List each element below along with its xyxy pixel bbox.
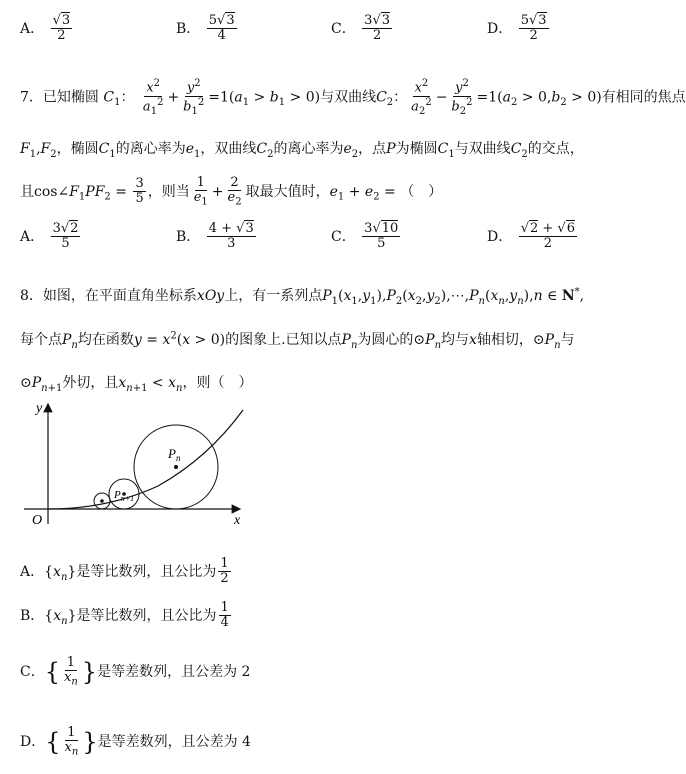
q8-line-3: $⊙P_{n+1}$外切，且$x_{n+1} < x_n$，则（ ） [20, 375, 253, 394]
q8-option-b-label: B． [20, 607, 45, 624]
fraction: $\frac{y^2}{b_1^2}$ [183, 78, 205, 117]
q8-stem-text: 与 [560, 332, 575, 348]
q8-option-b-text: 是等比数列，且公比为 [76, 607, 217, 624]
q7-stem-text: 为椭圆 [395, 141, 438, 157]
q7-stem-text: ，点 [358, 141, 387, 157]
q7-option-a-label: A． [20, 228, 45, 245]
q8-stem-text: 上，有一系列点 [224, 288, 323, 304]
q7-line-2: $F_1,F_2$，椭圆$C_1$的离心率为$e_1$，双曲线$C_2$的离心率为$e_2$，点P为椭圆$C_1$与双曲线$C_2$的交点， [20, 141, 584, 160]
fraction: $\frac{1}{e_1}$ [193, 175, 208, 208]
q8-option-d-text: 是等差数列，且公差为 4 [97, 733, 251, 750]
q8-option-d: D．{ $\frac{1}{x_n}$ }是等差数列，且公差为 4 [20, 725, 251, 758]
q8-stem-text: 每个点 [20, 332, 62, 348]
q8-option-b: B．$\{x_n\}$是等比数列，且公比为 $\frac{1}{4}$ [20, 600, 229, 631]
fraction: $\frac{1}{x_n}$ [64, 655, 78, 688]
fraction: $\frac{√2 + √6}{2}$ [520, 221, 575, 252]
q7-option-c-label: C． [331, 228, 356, 245]
y-axis-label: y [36, 401, 43, 416]
fraction: $\frac{x^2}{a_1^2}$ [142, 78, 164, 117]
q8-figure [18, 398, 258, 530]
fraction: $\frac{3}{5}$ [135, 176, 144, 207]
q8-stem-text: 均与 [441, 332, 470, 348]
q7-line-1: 7．已知椭圆 $C_1$： $\frac{x^2}{a_1^2}$ + $\frac{y^2}{b_1^2}$ $=1(a_1 > b_1 > 0)$与双曲线$C_2$： $\frac{x^2}{a_2^2}$ − $\frac{y^2}{b_2^2}$ $=1(a_2 > 0,b_2 > 0)$有相同的焦点 [20, 78, 686, 117]
q7-stem-text: 与双曲线 [320, 89, 377, 106]
fraction: $\frac{√3}{2}$ [52, 13, 71, 44]
x-axis-label: x [234, 513, 241, 528]
q8-option-c-text: 是等差数列，且公差为 2 [97, 663, 251, 680]
q7-stem-text: 7．已知椭圆 [20, 89, 99, 106]
fraction: $\frac{1}{4}$ [220, 600, 229, 631]
q6-option-a-label: A． [20, 20, 45, 37]
fraction: $\frac{x^2}{a_2^2}$ [411, 78, 432, 117]
fraction: $\frac{4 + √3}{3}$ [208, 221, 254, 252]
parabola-curve [48, 410, 243, 509]
q7-stem-text: （ ） [400, 183, 443, 200]
q7-option-a [20, 222, 82, 252]
fraction: $\frac{1}{x_n}$ [64, 725, 79, 758]
q8-stem-text: 为圆心的⊙ [357, 332, 426, 348]
fraction: $\frac{3√10}{5}$ [364, 221, 399, 252]
q6-option-d [487, 14, 551, 44]
fraction: $\frac{3√2}{5}$ [52, 221, 79, 252]
q8-stem-text: 轴相切，⊙ [476, 332, 545, 348]
q7-stem-text: 取最大值时， [245, 183, 330, 200]
point-pn [174, 465, 178, 469]
fraction: $\frac{5√3}{4}$ [208, 13, 235, 44]
point-small [100, 499, 104, 503]
q7-line-3: 且$\cos\angle F_1PF_2$ = $\frac{3}{5}$ ，则当 $\frac{1}{e_1}$ + $\frac{2}{e_2}$ 取最大值时，$e_1 + e_2$ = （ ） [20, 175, 443, 208]
fraction: $\frac{y^2}{b_2^2}$ [451, 78, 473, 117]
q6-option-d-label: D． [487, 20, 513, 37]
q8-stem-text: ，则（ ） [182, 375, 253, 391]
q7-stem-text: 的离心率为 [273, 141, 344, 157]
q7-option-d-label: D． [487, 228, 513, 245]
q7-option-d [487, 222, 579, 252]
q6-option-c [331, 14, 394, 44]
origin-label: O [32, 513, 43, 528]
q8-option-a-text: 是等比数列，且公比为 [76, 563, 217, 580]
q7-option-c [331, 222, 402, 252]
q8-option-a: A．$\{x_n\}$是等比数列，且公比为 $\frac{1}{2}$ [20, 556, 229, 587]
q8-stem-text: 8．如图，在平面直角坐标系 [20, 288, 197, 304]
pn-label: $P_n$ [168, 446, 181, 463]
q7-option-b [176, 222, 258, 252]
q7-stem-text: 的离心率为 [115, 141, 186, 157]
q8-stem-text: ⊙ [20, 375, 32, 391]
fraction: $\frac{2}{e_2}$ [227, 175, 242, 208]
q7-stem-text: ，椭圆 [56, 141, 99, 157]
q6-option-b-label: B． [176, 20, 201, 37]
q6-option-b [176, 14, 239, 44]
fraction: $\frac{5√3}{2}$ [520, 13, 547, 44]
q8-stem-text: 均在函数 [77, 332, 134, 348]
fraction: $\frac{3√3}{2}$ [364, 13, 391, 44]
q7-stem-text: ，则当 [147, 183, 190, 200]
q8-option-a-label: A． [20, 563, 45, 580]
q8-option-c: C．{ $\frac{1}{x_n}$ }是等差数列，且公差为 2 [20, 655, 251, 688]
q6-option-c-label: C． [331, 20, 356, 37]
q7-stem-text: 与双曲线 [454, 141, 511, 157]
q8-line-2: 每个点$P_n$均在函数$y = x^2(x > 0)$的图象上.已知以点$P_n$为圆心的$⊙P_n$均与x轴相切，$⊙P_n$与 [20, 330, 575, 351]
q7-stem-text: ，双曲线 [200, 141, 257, 157]
q7-stem-text: 且 [20, 183, 34, 200]
q7-stem-text: 的交点， [527, 141, 584, 157]
pn-plus-1-label: $P_{n+1}$ [114, 489, 135, 503]
q8-stem-text: 的图象上.已知以点 [225, 332, 342, 348]
q7-option-b-label: B． [176, 228, 201, 245]
q8-option-d-label: D． [20, 733, 46, 750]
fraction: $\frac{1}{2}$ [220, 556, 229, 587]
q8-stem-text: 外切，且 [62, 375, 119, 391]
q6-option-a [20, 14, 74, 44]
q7-stem-text: 有相同的焦点 [601, 89, 686, 106]
q8-line-1: 8．如图，在平面直角坐标系xOy上，有一系列点$P_1(x_1,y_1),P_2(x_2,y_2),\cdots,P_n(x_n,y_n),n$ ∈ N*, [20, 286, 585, 307]
q8-option-c-label: C． [20, 663, 45, 680]
